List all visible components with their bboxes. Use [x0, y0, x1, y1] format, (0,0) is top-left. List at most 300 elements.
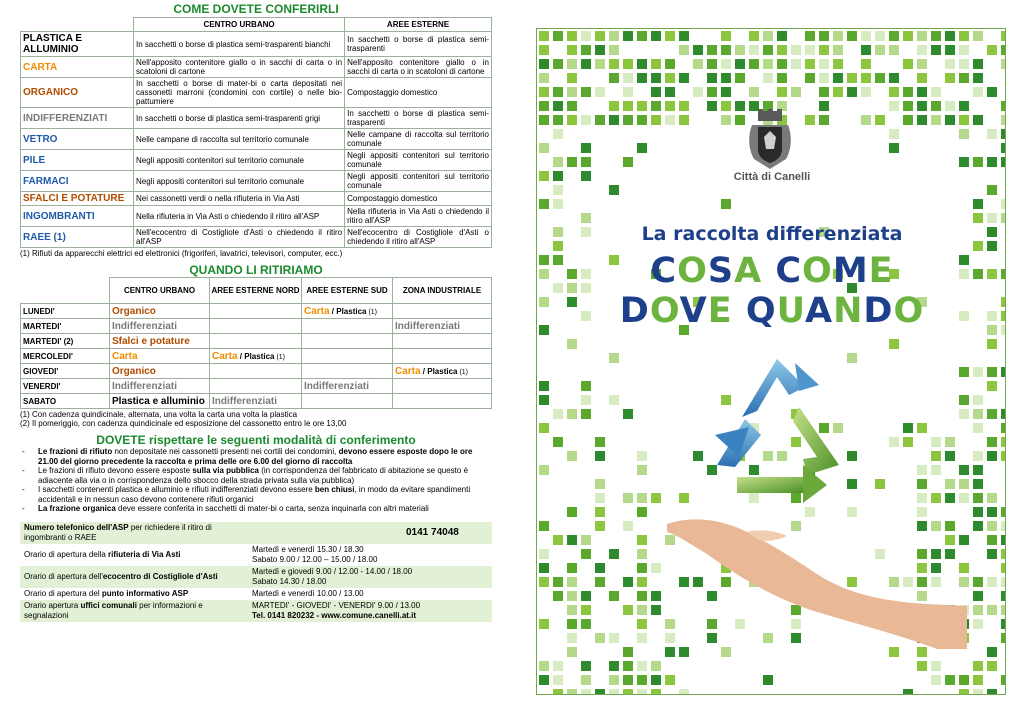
mosaic-tile	[539, 549, 549, 559]
urbano-cell: Nell'ecocentro di Costigliole d'Asti o chiedendo il ritiro all'ASP	[134, 227, 345, 248]
conferire-row	[21, 192, 492, 206]
mosaic-tile	[721, 101, 731, 111]
mosaic-tile	[777, 59, 787, 69]
mosaic-tile	[651, 675, 661, 685]
mosaic-tile	[777, 45, 787, 55]
mosaic-tile	[889, 101, 899, 111]
mosaic-tile	[987, 521, 997, 531]
sched-col-sud: AREE ESTERNE SUD	[302, 278, 393, 304]
mosaic-tile	[973, 199, 983, 209]
schedule-row	[21, 364, 492, 379]
mosaic-tile	[1001, 129, 1006, 139]
schedule-cell: Carta / Plastica (1)	[210, 349, 302, 364]
mosaic-tile	[539, 87, 549, 97]
mosaic-tile	[889, 339, 899, 349]
conferire-row	[21, 32, 492, 57]
material-label: RAEE (1)	[21, 227, 134, 248]
mosaic-tile	[889, 73, 899, 83]
conferire-row	[21, 78, 492, 108]
mosaic-tile	[1001, 521, 1006, 531]
mosaic-tile	[889, 143, 899, 153]
info-row-rifiuteria: Orario di apertura della rifiuteria di Via Asti Martedì e venerdì 15.30 / 18.30 Sabato 9.00 / 12.00 – 15.00 / 18.00	[24, 544, 378, 564]
sched-col-centro: CENTRO URBANO	[110, 278, 210, 304]
schedule-row	[21, 349, 492, 364]
esterne-cell: Negli appositi contenitori sul territorio comunale	[345, 171, 492, 192]
mosaic-tile	[609, 633, 619, 643]
schedule-cell: Indifferenziati	[110, 379, 210, 394]
mosaic-tile	[763, 31, 773, 41]
mosaic-tile	[553, 115, 563, 125]
sched-col-industriale: ZONA INDUSTRIALE	[393, 278, 492, 304]
mosaic-tile	[637, 661, 647, 671]
mosaic-tile	[707, 101, 717, 111]
mosaic-tile	[595, 689, 605, 695]
mosaic-tile	[581, 213, 591, 223]
mosaic-tile	[987, 493, 997, 503]
mosaic-tile	[805, 73, 815, 83]
mosaic-tile	[609, 45, 619, 55]
mosaic-tile	[931, 101, 941, 111]
mosaic-tile	[539, 675, 549, 685]
mosaic-tile	[651, 493, 661, 503]
mosaic-tile	[581, 619, 591, 629]
mosaic-tile	[707, 45, 717, 55]
esterne-cell: Negli appositi contenitori sul territorio comunale	[345, 150, 492, 171]
mosaic-tile	[567, 577, 577, 587]
mosaic-tile	[651, 87, 661, 97]
mosaic-tile	[581, 59, 591, 69]
mosaic-tile	[917, 87, 927, 97]
mosaic-tile	[819, 87, 829, 97]
mosaic-tile	[721, 73, 731, 83]
mosaic-tile	[931, 437, 941, 447]
material-label: PILE	[21, 150, 134, 171]
mosaic-tile	[651, 689, 661, 695]
ritiriamo-title: QUANDO LI RITIRIAMO	[189, 263, 323, 277]
mosaic-tile	[959, 45, 969, 55]
mosaic-tile	[987, 507, 997, 517]
mosaic-tile	[567, 507, 577, 517]
mosaic-tile	[917, 45, 927, 55]
mosaic-tile	[735, 101, 745, 111]
mosaic-tile	[581, 395, 591, 405]
mosaic-tile	[959, 31, 969, 41]
mosaic-tile	[651, 73, 661, 83]
mosaic-tile	[637, 101, 647, 111]
mosaic-tile	[581, 605, 591, 615]
mosaic-tile	[539, 59, 549, 69]
mosaic-tile	[553, 577, 563, 587]
mosaic-tile	[819, 115, 829, 125]
mosaic-tile	[595, 59, 605, 69]
mosaic-tile	[917, 59, 927, 69]
mosaic-tile	[567, 451, 577, 461]
mosaic-tile	[973, 661, 983, 671]
rules-list	[20, 447, 492, 514]
mosaic-tile	[987, 157, 997, 167]
schedule-row	[21, 334, 492, 349]
mosaic-tile	[973, 521, 983, 531]
mosaic-tile	[889, 129, 899, 139]
mosaic-tile	[959, 409, 969, 419]
mosaic-tile	[637, 535, 647, 545]
mosaic-tile	[749, 59, 759, 69]
mosaic-tile	[721, 59, 731, 69]
mosaic-tile	[959, 59, 969, 69]
mosaic-tile	[903, 437, 913, 447]
mosaic-tile	[861, 115, 871, 125]
conferire-row	[21, 227, 492, 248]
mosaic-tile	[609, 115, 619, 125]
mosaic-tile	[1001, 633, 1006, 643]
mosaic-tile	[623, 59, 633, 69]
urbano-cell: Negli appositi contenitori sul territorio comunale	[134, 171, 345, 192]
cover-subtitle: La raccolta differenziata	[641, 223, 903, 245]
conferire-row	[21, 108, 492, 129]
mosaic-tile	[1001, 101, 1006, 111]
schedule-row	[21, 304, 492, 319]
schedule-table	[20, 277, 492, 409]
mosaic-tile	[679, 689, 689, 695]
mosaic-tile	[777, 31, 787, 41]
mosaic-tile	[1001, 535, 1006, 545]
esterne-cell: Nell'apposito contenitore giallo o in sacchi di carta o in scatoloni di cartone	[345, 57, 492, 78]
mosaic-tile	[693, 87, 703, 97]
urbano-cell: In sacchetti o borse di mater-bi o carta depositati nei cassonetti marroni (condomini con cortile) o nelle bio-pattumiere	[134, 78, 345, 108]
mosaic-tile	[581, 115, 591, 125]
mosaic-tile	[987, 549, 997, 559]
mosaic-tile	[637, 59, 647, 69]
mosaic-tile	[539, 171, 549, 181]
mosaic-tile	[735, 73, 745, 83]
mosaic-tile	[735, 115, 745, 125]
conferire-table	[20, 17, 492, 248]
mosaic-tile	[931, 87, 941, 97]
sched-note-1: (1) Con cadenza quindicinale, alternata, una volta la carta una volta la plastica	[20, 410, 298, 419]
mosaic-tile	[609, 353, 619, 363]
mosaic-tile	[553, 101, 563, 111]
material-label: SFALCI E POTATURE	[21, 192, 134, 206]
mosaic-tile	[959, 115, 969, 125]
mosaic-tile	[581, 535, 591, 545]
mosaic-tile	[987, 535, 997, 545]
schedule-day: VENERDI'	[21, 379, 110, 394]
mosaic-tile	[595, 45, 605, 55]
mosaic-tile	[623, 87, 633, 97]
cover-title-line2: DOVE QUANDO	[619, 291, 925, 331]
mosaic-tile	[581, 675, 591, 685]
mosaic-tile	[665, 115, 675, 125]
mosaic-tile	[931, 31, 941, 41]
mosaic-tile	[861, 87, 871, 97]
mosaic-tile	[567, 31, 577, 41]
mosaic-tile	[987, 577, 997, 587]
conferire-row	[21, 206, 492, 227]
mosaic-tile	[595, 577, 605, 587]
mosaic-tile	[763, 73, 773, 83]
mosaic-tile	[665, 59, 675, 69]
mosaic-tile	[973, 73, 983, 83]
schedule-cell-empty	[302, 319, 393, 334]
mosaic-tile	[665, 73, 675, 83]
mosaic-tile	[581, 549, 591, 559]
mosaic-tile	[847, 87, 857, 97]
mosaic-tile	[539, 73, 549, 83]
mosaic-tile	[679, 115, 689, 125]
material-label: INDIFFERENZIATI	[21, 108, 134, 129]
mosaic-tile	[567, 535, 577, 545]
mosaic-tile	[1001, 59, 1006, 69]
mosaic-tile	[553, 185, 563, 195]
mosaic-tile	[791, 59, 801, 69]
mosaic-tile	[987, 437, 997, 447]
mosaic-tile	[1001, 605, 1006, 615]
mosaic-tile	[973, 213, 983, 223]
mosaic-tile	[553, 157, 563, 167]
mosaic-tile	[595, 87, 605, 97]
conferire-title: COME DOVETE CONFERIRLI	[173, 2, 339, 16]
mosaic-tile	[581, 409, 591, 419]
mosaic-tile	[875, 73, 885, 83]
mosaic-tile	[609, 675, 619, 685]
mosaic-tile	[623, 675, 633, 685]
mosaic-tile	[581, 591, 591, 601]
mosaic-tile	[875, 31, 885, 41]
dovete-title: DOVETE rispettare le seguenti modalità di conferimento	[96, 433, 416, 447]
urbano-cell: Nella rifiuteria in Via Asti o chiedendo il ritiro all'ASP	[134, 206, 345, 227]
mosaic-tile	[553, 129, 563, 139]
mosaic-tile	[819, 45, 829, 55]
conferire-row	[21, 57, 492, 78]
mosaic-tile	[917, 423, 927, 433]
mosaic-tile	[637, 493, 647, 503]
mosaic-tile	[973, 367, 983, 377]
mosaic-tile	[1001, 507, 1006, 517]
mosaic-tile	[651, 563, 661, 573]
mosaic-tile	[595, 507, 605, 517]
mosaic-tile	[763, 45, 773, 55]
mosaic-tile	[553, 87, 563, 97]
mosaic-tile	[595, 563, 605, 573]
mosaic-tile	[609, 31, 619, 41]
asp-phone-number: 0141 74048	[406, 526, 459, 538]
mosaic-tile	[973, 409, 983, 419]
mosaic-tile	[973, 675, 983, 685]
mosaic-tile	[553, 171, 563, 181]
mosaic-tile	[637, 451, 647, 461]
rule-item: - La frazione organica deve essere conferita in sacchetti di mater-bi o carta, senza inquinarla con altri materiali	[20, 504, 492, 514]
info-table	[20, 522, 492, 622]
urbano-cell: In sacchetti o borse di plastica semi-trasparenti grigi	[134, 108, 345, 129]
mosaic-tile	[749, 31, 759, 41]
schedule-cell: Carta / Plastica (1)	[302, 304, 393, 319]
mosaic-tile	[623, 647, 633, 657]
mosaic-tile	[637, 633, 647, 643]
mosaic-tile	[553, 31, 563, 41]
mosaic-tile	[595, 493, 605, 503]
mosaic-tile	[665, 87, 675, 97]
rule-item: - Le frazioni di rifiuto non depositate nei cassonetti presenti nei cortili dei condomini, devono essere esposte dopo le ore 21.00 del giorno precedente la raccolta e prima delle ore 6.00 del giorno di raccolta	[20, 447, 492, 466]
urbano-cell: Nelle campane di raccolta sul territorio comunale	[134, 129, 345, 150]
mosaic-tile	[553, 199, 563, 209]
schedule-cell-empty	[302, 349, 393, 364]
sched-note-2: (2) Il pomeriggio, con cadenza quindicinale ed esposizione del cassonetto entro le ore 13,00	[20, 419, 347, 428]
mosaic-tile	[609, 689, 619, 695]
mosaic-tile	[581, 143, 591, 153]
schedule-cell: Indifferenziati	[302, 379, 393, 394]
mosaic-tile	[987, 451, 997, 461]
mosaic-tile	[973, 479, 983, 489]
schedule-cell: Indifferenziati	[110, 319, 210, 334]
mosaic-tile	[623, 73, 633, 83]
conferire-row	[21, 129, 492, 150]
schedule-cell-empty	[210, 304, 302, 319]
mosaic-tile	[679, 101, 689, 111]
mosaic-tile	[1001, 115, 1006, 125]
mosaic-tile	[539, 563, 549, 573]
mosaic-tile	[833, 87, 843, 97]
schedule-day: MERCOLEDI'	[21, 349, 110, 364]
mosaic-tile	[623, 31, 633, 41]
col-aree-esterne: AREE ESTERNE	[345, 18, 492, 32]
mosaic-tile	[987, 185, 997, 195]
schedule-cell-empty	[210, 334, 302, 349]
mosaic-tile	[567, 619, 577, 629]
mosaic-tile	[595, 115, 605, 125]
mosaic-tile	[539, 115, 549, 125]
mosaic-tile	[693, 59, 703, 69]
mosaic-tile	[539, 619, 549, 629]
mosaic-tile	[945, 101, 955, 111]
mosaic-tile	[931, 661, 941, 671]
mosaic-tile	[567, 591, 577, 601]
mosaic-tile	[581, 87, 591, 97]
mosaic-tile	[651, 59, 661, 69]
mosaic-tile	[987, 129, 997, 139]
mosaic-tile	[987, 367, 997, 377]
mosaic-tile	[637, 591, 647, 601]
info-row-ecocentro: Orario di apertura dell'ecocentro di Costigliole d'Asti Martedì e giovedì 9.00 / 12.00 - 14.00 / 18.00 Sabato 14.30 / 18.00	[20, 566, 492, 588]
mosaic-tile	[777, 87, 787, 97]
mosaic-tile	[1001, 367, 1006, 377]
mosaic-tile	[595, 521, 605, 531]
comune-contact: Tel. 0141 820232 - www.comune.canelli.at.it	[252, 610, 417, 620]
rule-item: - Le frazioni di rifiuto devono essere esposte sulla via pubblica (in corrispondenza del fabbricato di abitazione se questo è adiacente alla via o in corrispondenza dello sbocco della strada privata sulla via pubblica)	[20, 466, 492, 485]
mosaic-tile	[637, 31, 647, 41]
esterne-cell: Nella rifiuteria in Via Asti o chiedendo il ritiro all'ASP	[345, 206, 492, 227]
mosaic-tile	[1001, 451, 1006, 461]
mosaic-tile	[637, 605, 647, 615]
urbano-cell: Nei cassonetti verdi o nella rifiuteria in Via Asti	[134, 192, 345, 206]
mosaic-tile	[1001, 577, 1006, 587]
mosaic-tile	[539, 423, 549, 433]
mosaic-tile	[637, 675, 647, 685]
mosaic-tile	[973, 59, 983, 69]
mosaic-tile	[833, 31, 843, 41]
mosaic-tile	[917, 115, 927, 125]
mosaic-tile	[665, 31, 675, 41]
mosaic-tile	[637, 115, 647, 125]
city-crest-icon	[746, 109, 794, 171]
rule-item: - I sacchetti contenenti plastica e alluminio e rifiuti indifferenziati devono essere ben chiusi, in modo da evitare spandimenti accidentali e in nessun caso devono contenere rifiuti organici	[20, 485, 492, 504]
mosaic-tile	[945, 451, 955, 461]
mosaic-tile	[553, 661, 563, 671]
schedule-row	[21, 379, 492, 394]
esterne-cell: Nell'ecocentro di Costigliole d'Asti o chiedendo il ritiro all'ASP	[345, 227, 492, 248]
mosaic-tile	[847, 73, 857, 83]
mosaic-tile	[875, 45, 885, 55]
material-label: FARMACI	[21, 171, 134, 192]
mosaic-tile	[735, 45, 745, 55]
mosaic-tile	[721, 31, 731, 41]
mosaic-tile	[595, 479, 605, 489]
mosaic-tile	[707, 59, 717, 69]
mosaic-tile	[819, 73, 829, 83]
mosaic-tile	[959, 157, 969, 167]
mosaic-tile	[903, 101, 913, 111]
material-label: VETRO	[21, 129, 134, 150]
schedule-row	[21, 394, 492, 409]
schedule-cell-empty	[393, 304, 492, 319]
mosaic-tile	[609, 59, 619, 69]
esterne-cell: In sacchetti o borse di plastica semi-trasparenti	[345, 108, 492, 129]
mosaic-tile	[903, 115, 913, 125]
mosaic-tile	[1001, 45, 1006, 55]
mosaic-tile	[987, 689, 997, 695]
urbano-cell: In sacchetti o borse di plastica semi-trasparenti bianchi	[134, 32, 345, 57]
mosaic-tile	[1001, 549, 1006, 559]
mosaic-tile	[637, 577, 647, 587]
col-centro-urbano: CENTRO URBANO	[134, 18, 345, 32]
mosaic-tile	[707, 73, 717, 83]
mosaic-tile	[665, 101, 675, 111]
mosaic-tile	[623, 409, 633, 419]
mosaic-tile	[595, 451, 605, 461]
mosaic-tile	[623, 115, 633, 125]
mosaic-tile	[581, 689, 591, 695]
mosaic-tile	[637, 73, 647, 83]
mosaic-tile	[903, 31, 913, 41]
mosaic-tile	[553, 591, 563, 601]
esterne-cell: Compostaggio domestico	[345, 192, 492, 206]
mosaic-tile	[1001, 591, 1006, 601]
mosaic-tile	[931, 465, 941, 475]
schedule-day: MARTEDI' (2)	[21, 334, 110, 349]
mosaic-tile	[889, 437, 899, 447]
mosaic-tile	[861, 45, 871, 55]
material-label: CARTA	[21, 57, 134, 78]
mosaic-tile	[651, 31, 661, 41]
info-row-phone: Numero telefonico dell'ASP per richiedere il ritiro di ingombranti o RAEE 0141 74048	[20, 522, 492, 544]
mosaic-tile	[1001, 143, 1006, 153]
mosaic-tile	[539, 45, 549, 55]
schedule-cell-empty	[210, 364, 302, 379]
mosaic-tile	[721, 115, 731, 125]
mosaic-tile	[637, 619, 647, 629]
mosaic-tile	[567, 409, 577, 419]
mosaic-tile	[945, 675, 955, 685]
mosaic-tile	[987, 605, 997, 615]
mosaic-tile	[973, 605, 983, 615]
mosaic-tile	[721, 45, 731, 55]
mosaic-tile	[567, 339, 577, 349]
mosaic-tile	[623, 605, 633, 615]
mosaic-tile	[987, 45, 997, 55]
mosaic-tile	[735, 59, 745, 69]
mosaic-tile	[861, 59, 871, 69]
mosaic-tile	[567, 45, 577, 55]
mosaic-tile	[679, 45, 689, 55]
